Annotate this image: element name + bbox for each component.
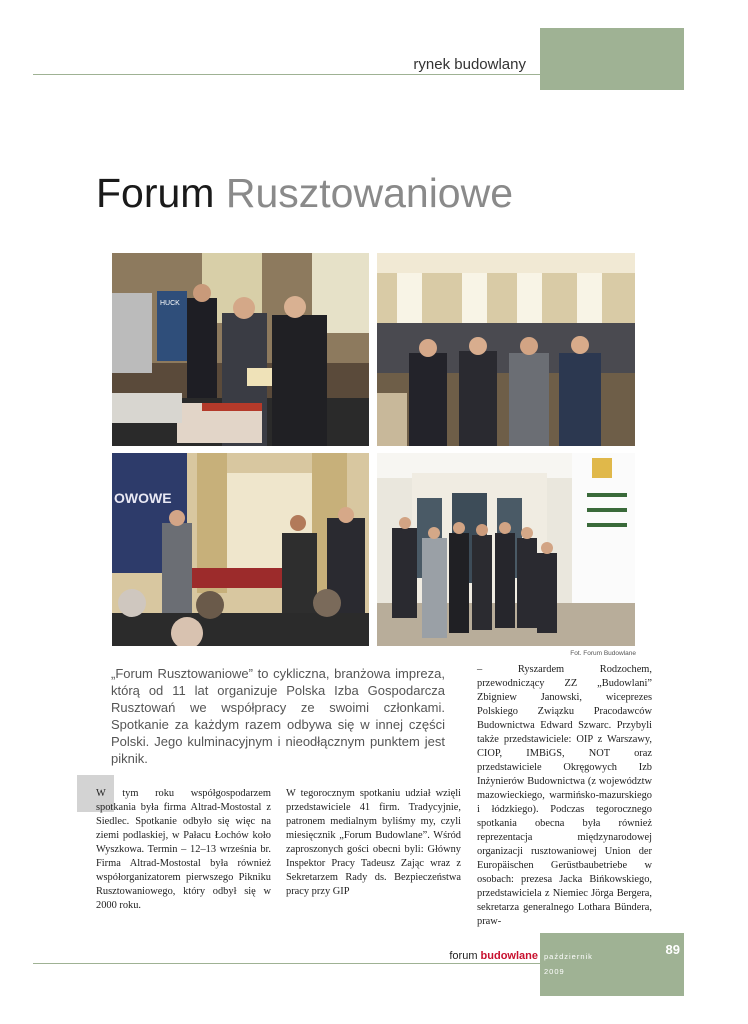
- footer-year: 2009: [544, 967, 565, 976]
- photo-group: [377, 453, 635, 646]
- footer-brand-budowlane: budowlane: [480, 950, 538, 962]
- section-label: rynek budowlany: [413, 56, 526, 73]
- article-lead: „Forum Rusztowaniowe” to cykliczna, branżowa impreza, którą od 11 lat organizuje Polska Izba Gospodarcza Rusztowań we współpracy ze swoimi członkami. Spotkanie za każdym razem odbywa się w innej części Polski. Jego kulminacyjnym i nieodłącznym punktem jest piknik.: [111, 666, 445, 766]
- header-rule: [33, 74, 540, 75]
- footer-rule: [33, 963, 540, 964]
- footer-brand: [380, 950, 538, 962]
- header-accent-block: [540, 28, 684, 90]
- title-word-1: Forum: [96, 170, 215, 216]
- footer-month: październik: [544, 952, 593, 961]
- sign-text: HUCK: [160, 300, 180, 307]
- page-number: 89: [665, 942, 680, 957]
- article-title: [96, 168, 513, 218]
- photo-stage: [112, 453, 369, 646]
- body-column-3: – Ryszardem Rodzochem, przewodniczący ZZ „Budowlani” Zbigniew Janowski, wiceprezes Polskiego Związku Pracodawców Budownictwa Edward Szwarc. Przybyli także przedstawiciele: OIP z Warszawy, CIOP, IMBiGS, NOT oraz przedstawiciele Okręgowych Izb Inżynierów Budownictwa (z województw mazowieckiego, warmińsko-mazurskiego i łódzkiego). Podczas tegorocznego spotkania obecna była również reprezentacja międzynarodowej organizacji rusztowaniowej Union der Europäischen Gerüstbaubetriebe w osobach: prezesa Jacka Bińkowskiego, przedstawiciela z Niemiec Jörga Bergera, sekretarza generalnego Lothara Bündera, praw-: [477, 664, 652, 927]
- body-column-1: W tym roku współgospodarzem spotkania była firma Altrad-Mostostal z Siedlec. Spotkanie odbyło się więc na ziemi podlaskiej, w Pałacu Łochów koło Wyszkowa. Termin – 12–13 września br. Firma Altrad-Mostostal była również współorganizatorem pierwszego Pikniku Rusztowaniowego, który odbył się w 2000 roku.: [96, 788, 271, 911]
- photo-audience: [377, 253, 635, 446]
- body-column-2: W tegorocznym spotkaniu udział wzięli przedstawiciele 41 firm. Tradycyjnie, patronem medialnym byliśmy my, czyli miesięcznik „Forum Budowlane”. Wśród zaproszonych gości obecni byli: Główny Inspektor Pracy Tadeusz Zając wraz z Sekretarzem Rady ds. Bezpieczeństwa pracy przy GIP: [286, 788, 461, 897]
- photo-credit: Fot. Forum Budowlane: [570, 650, 636, 657]
- photo-brochures: [112, 253, 369, 446]
- title-word-2: Rusztowaniowe: [225, 170, 514, 216]
- banner-text: OWOWE: [114, 490, 172, 506]
- footer-brand-forum: forum: [449, 950, 481, 962]
